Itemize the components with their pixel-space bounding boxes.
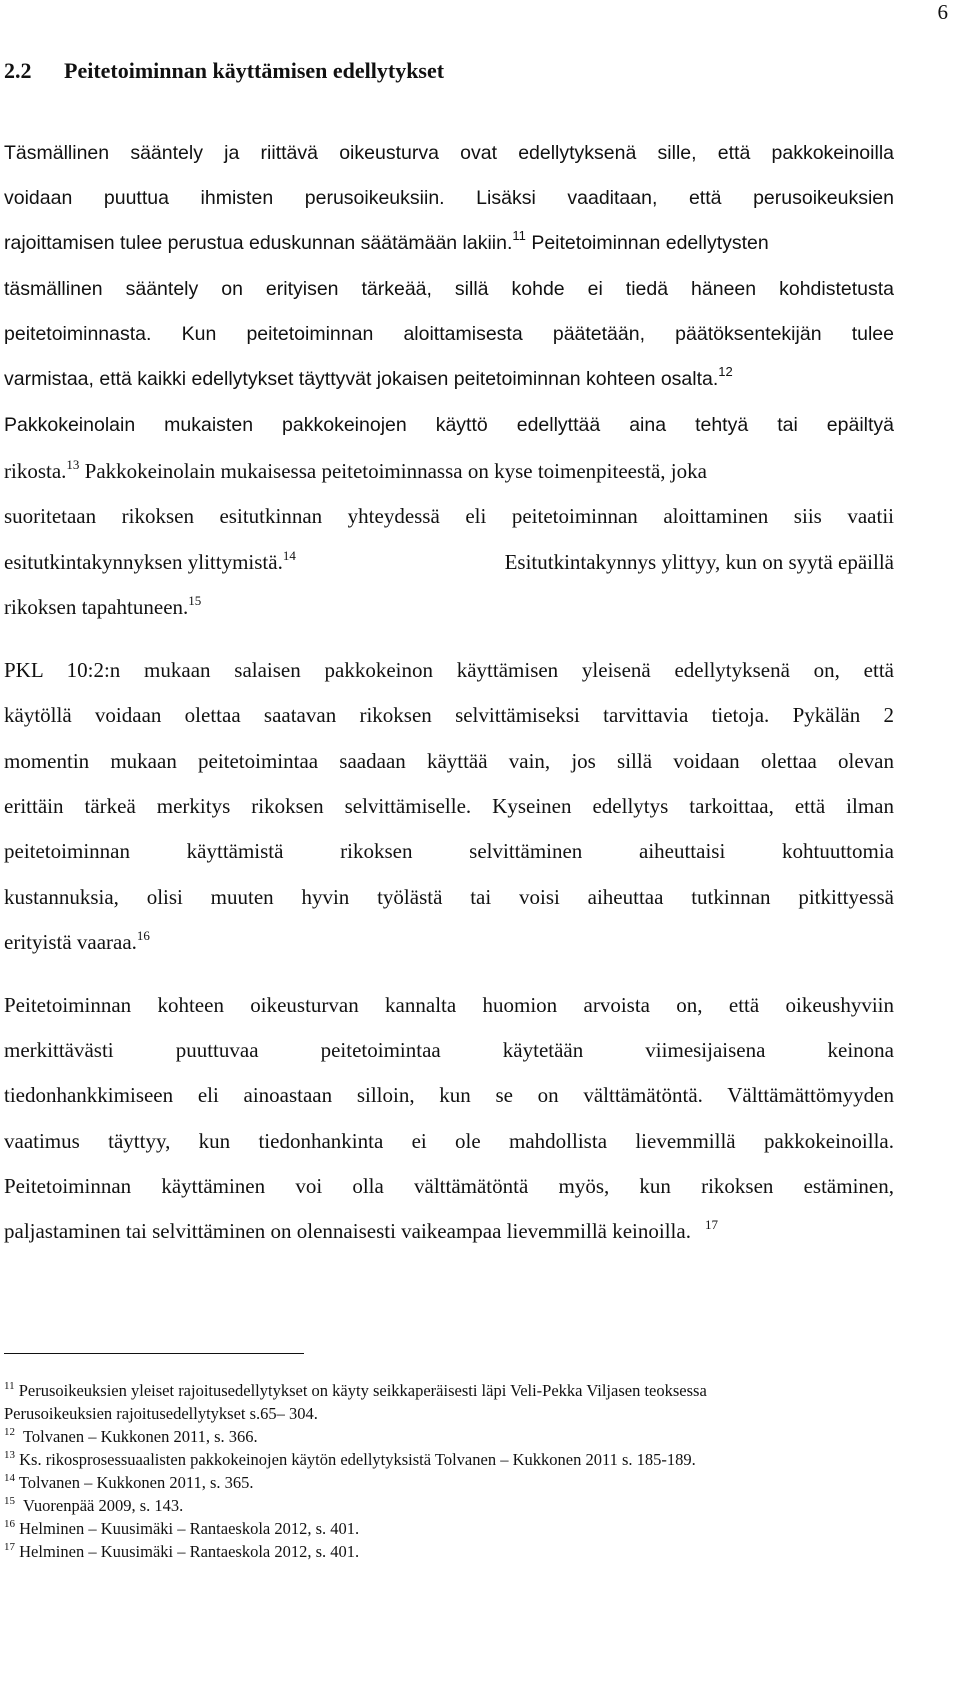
paragraph-line: peitetoiminnan käyttämistä rikoksen selvittäminen aiheuttaisi kohtuuttomia	[4, 839, 894, 863]
text-run: erityistä vaaraa.	[4, 930, 137, 954]
paragraph-line: kustannuksia, olisi muuten hyvin työlästä tai voisi aiheuttaa tutkinnan pitkittyessä	[4, 885, 894, 909]
footnote-text: Tolvanen – Kukkonen 2011, s. 366.	[22, 1427, 258, 1446]
footnote-separator	[4, 1353, 304, 1354]
footnote-number: 11	[4, 1380, 15, 1392]
text-run: Esitutkintakynnys ylittyy, kun on syytä epäillä	[504, 550, 894, 574]
footnote-ref: 16	[136, 928, 150, 943]
footnote-ref: 17	[704, 1217, 718, 1232]
paragraph-line	[4, 228, 894, 255]
footnote-ref: 11	[512, 228, 526, 243]
footnote-text: Ks. rikosprosessuaalisten pakkokeinojen käytön edellytyksistä Tolvanen – Kukkonen 2011 s. 185-189.	[19, 1450, 696, 1469]
paragraph-line: vaatimus täyttyy, kun tiedonhankinta ei ole mahdollista lievemmillä pakkokeinoilla.	[4, 1129, 894, 1153]
section-number: 2.2	[4, 58, 32, 83]
text-run: rajoittamisen tulee perustua eduskunnan säätämään lakiin.	[4, 232, 513, 254]
footnote-number: 16	[4, 1518, 15, 1530]
paragraph-line: Täsmällinen sääntely ja riittävä oikeusturva ovat edellytyksenä sille, että pakkokeinoilla	[4, 142, 894, 164]
paragraph-line: Pakkokeinolain mukaisten pakkokeinojen käyttö edellyttää aina tehtyä tai epäiltyä	[4, 414, 894, 436]
paragraph-line: Peitetoiminnan käyttäminen voi olla välttämätöntä myös, kun rikoksen estäminen,	[4, 1174, 894, 1198]
text-run: varmistaa, että kaikki edellytykset täyttyvät jokaisen peitetoiminnan kohteen osalta.	[4, 368, 719, 390]
section-heading	[4, 58, 444, 84]
text-run: Pakkokeinolain mukaisessa peitetoiminnassa on kyse toimenpiteestä, joka	[79, 459, 707, 483]
footnote-number: 15	[4, 1495, 15, 1507]
paragraph-line: merkittävästi puuttuvaa peitetoimintaa käytetään viimesijaisena keinona	[4, 1038, 894, 1062]
section-title: Peitetoiminnan käyttämisen edellytykset	[64, 58, 445, 83]
footnote	[4, 1427, 258, 1447]
paragraph-line: momentin mukaan peitetoimintaa saadaan käyttää vain, jos sillä voidaan olettaa olevan	[4, 749, 894, 773]
paragraph-line: tiedonhankkimiseen eli ainoastaan silloin, kun se on välttämätöntä. Välttämättömyyden	[4, 1083, 894, 1107]
footnote-text: Helminen – Kuusimäki – Rantaeskola 2012, s. 401.	[19, 1519, 360, 1538]
text-run: rikoksen tapahtuneen.	[4, 595, 189, 619]
footnote-ref: 12	[718, 364, 733, 379]
paragraph-line	[4, 930, 894, 955]
footnote-ref: 13	[66, 457, 80, 472]
paragraph-line: voidaan puuttua ihmisten perusoikeuksiin. Lisäksi vaaditaan, että perusoikeuksien	[4, 187, 894, 209]
text-run: Peitetoiminnan edellytysten	[525, 232, 769, 254]
paragraph-line	[4, 364, 894, 391]
footnote	[4, 1450, 696, 1470]
footnote-text: Vuorenpää 2009, s. 143.	[22, 1496, 184, 1515]
footnote-text: Perusoikeuksien rajoitusedellytykset s.65– 304.	[4, 1404, 318, 1423]
page-number: 6	[937, 0, 948, 24]
footnote	[4, 1496, 183, 1516]
footnote	[4, 1473, 254, 1493]
text-run: paljastaminen tai selvittäminen on olennaisesti vaikeampaa lievemmillä keinoilla.	[4, 1219, 691, 1243]
footnote-ref: 15	[188, 593, 202, 608]
paragraph-line: suoritetaan rikoksen esitutkinnan yhteydessä eli peitetoiminnan aloittaminen siis vaatii	[4, 504, 894, 528]
paragraph-line: käytöllä voidaan olettaa saatavan rikoksen selvittämiseksi tarvittavia tietoja. Pykälän 2	[4, 703, 894, 727]
paragraph-line: peitetoiminnasta. Kun peitetoiminnan aloittamisesta päätetään, päätöksentekijän tulee	[4, 323, 894, 345]
paragraph-line	[4, 459, 894, 484]
paragraph-line	[4, 1219, 894, 1244]
paragraph-line	[4, 595, 894, 620]
footnote-text: Tolvanen – Kukkonen 2011, s. 365.	[18, 1473, 254, 1492]
text-run: rikosta.	[4, 459, 67, 483]
footnote-number: 13	[4, 1449, 15, 1461]
footnote	[4, 1542, 359, 1562]
paragraph-line: PKL 10:2:n mukaan salaisen pakkokeinon käyttämisen yleisenä edellytyksenä on, että	[4, 658, 894, 682]
footnote-number: 14	[4, 1472, 15, 1484]
footnote-text: Helminen – Kuusimäki – Rantaeskola 2012, s. 401.	[19, 1542, 360, 1561]
footnote-number: 17	[4, 1541, 15, 1553]
footnote-number: 12	[4, 1426, 15, 1438]
footnote	[4, 1404, 318, 1424]
footnote	[4, 1381, 707, 1401]
paragraph-line: täsmällinen sääntely on erityisen tärkeää, sillä kohde ei tiedä häneen kohdistetusta	[4, 278, 894, 300]
footnote	[4, 1519, 359, 1539]
paragraph-line	[4, 550, 894, 575]
footnote-ref: 14	[282, 548, 296, 563]
paragraph-line: erittäin tärkeä merkitys rikoksen selvittämiselle. Kyseinen edellytys tarkoittaa, että ilman	[4, 794, 894, 818]
text-run: esitutkintakynnyksen ylittymistä.	[4, 550, 283, 574]
paragraph-line: Peitetoiminnan kohteen oikeusturvan kannalta huomion arvoista on, että oikeushyviin	[4, 993, 894, 1017]
footnote-text: Perusoikeuksien yleiset rajoitusedellytykset on käyty seikkaperäisesti läpi Veli-Pekka Viljasen teoksessa	[18, 1381, 707, 1400]
